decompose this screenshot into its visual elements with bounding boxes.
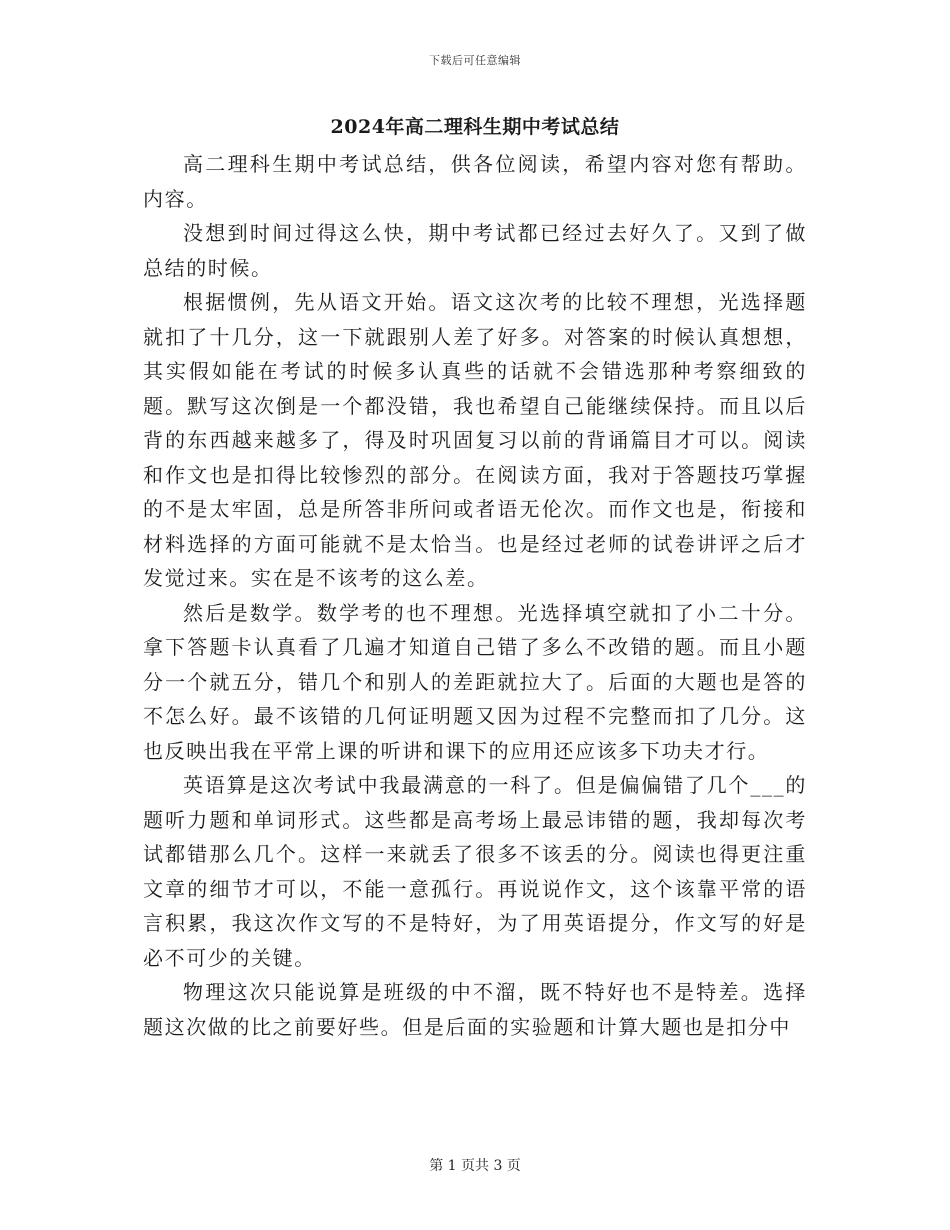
header-note: 下载后可任意编辑 — [429, 54, 521, 67]
page-number: 第 1 页共 3 页 — [429, 1158, 521, 1174]
paragraph-chinese: 根据惯例，先从语文开始。语文这次考的比较不理想，光选择题就扣了十几分，这一下就跟别人差了好多。对答案的时候认真想想，其实假如能在考试的时候多认真些的话就不会错选那种考察细致的题。默写这次倒是一个都没错，我也希望自己能继续保持。而且以后背的东西越来越多了，得及时巩固复习以前的背诵篇目才可以。阅读和作文也是扣得比较惨烈的部分。在阅读方面，我对于答题技巧掌握的不是太牢固，总是所答非所问或者语无伦次。而作文也是，衔接和材料选择的方面可能就不是太恰当。也是经过老师的试卷讲评之后才发觉过来。实在是不该考的这么差。 — [143, 290, 807, 590]
paragraph-math: 然后是数学。数学考的也不理想。光选择填空就扣了小二十分。拿下答题卡认真看了几遍才知道自己错了多么不改错的题。而且小题分一个就五分，错几个和别人的差距就拉大了。后面的大题也是答的不怎么好。最不该错的几何证明题又因为过程不完整而扣了几分。这也反映出我在平常上课的听讲和课下的应用还应该多下功夫才行。 — [143, 600, 807, 763]
paragraph-intro: 高二理科生期中考试总结，供各位阅读，希望内容对您有帮助。内容。 — [143, 152, 807, 211]
document-title: 2024年高二理科生期中考试总结 — [330, 116, 620, 138]
document-body — [143, 147, 807, 1044]
paragraph-english: 英语算是这次考试中我最满意的一科了。但是偏偏错了几个___的题听力题和单词形式。这些都是高考场上最忌讳错的题，我却每次考试都错那么几个。这样一来就丢了很多不该丢的分。阅读也得更注重文章的细节才可以，不能一意孤行。再说说作文，这个该靠平常的语言积累，我这次作文写的不是特好，为了用英语提分，作文写的好是必不可少的关键。 — [143, 773, 807, 970]
paragraph-opening: 没想到时间过得这么快，期中考试都已经过去好久了。又到了做总结的时候。 — [143, 221, 807, 280]
paragraph-physics: 物理这次只能说算是班级的中不溜，既不特好也不是特差。选择题这次做的比之前要好些。但是后面的实验题和计算大题也是扣分中 — [143, 980, 807, 1039]
